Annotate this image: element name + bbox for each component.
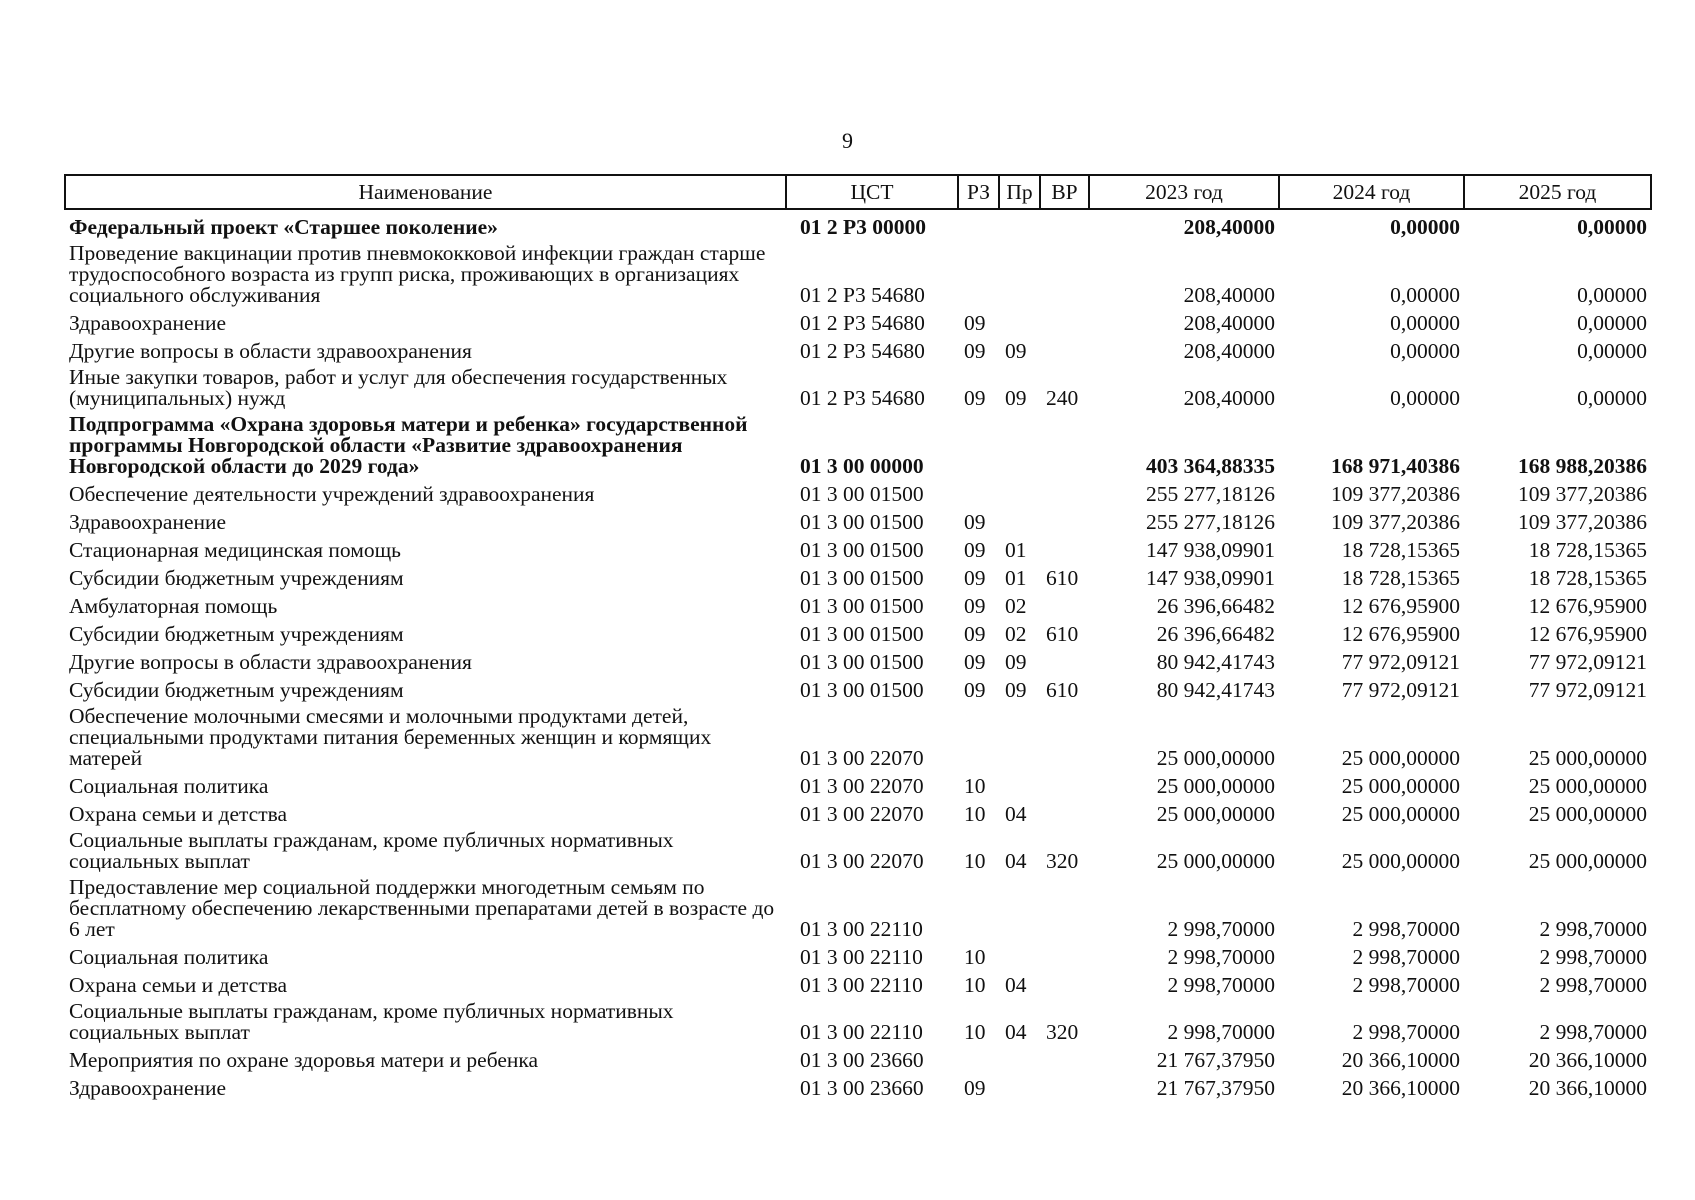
cell-cst: 01 3 00 22070 — [800, 849, 924, 873]
cell-cst: 01 3 00 23660 — [800, 1048, 924, 1072]
cell-2024: 18 728,15365 — [1341, 538, 1460, 562]
cell-cst: 01 3 00 01500 — [800, 482, 924, 506]
cell-2023: 2 998,70000 — [1167, 973, 1275, 997]
cell-name: Социальные выплаты гражданам, кроме публичных нормативных социальных выплат — [69, 828, 674, 873]
header-2024: 2024 год — [1279, 175, 1464, 209]
cell-2025: 2 998,70000 — [1539, 973, 1647, 997]
table-row — [65, 589, 1651, 617]
cell-2024: 0,00000 — [1390, 283, 1460, 307]
cell-vr: 610 — [1046, 622, 1079, 646]
cell-name: Субсидии бюджетным учреждениям — [69, 566, 404, 590]
cell-2025: 109 377,20386 — [1518, 482, 1647, 506]
header-row — [65, 175, 1651, 209]
table-row — [65, 334, 1651, 362]
cell-cst: 01 3 00 01500 — [800, 678, 924, 702]
cell-vr — [1040, 968, 1089, 996]
cell-cst: 01 3 00 01500 — [800, 622, 924, 646]
table-row — [65, 209, 1651, 238]
cell-rz: 10 — [964, 774, 986, 798]
cell-2024: 168 971,40386 — [1331, 454, 1460, 478]
cell-vr — [1040, 940, 1089, 968]
cell-cst: 01 3 00 22110 — [800, 945, 923, 969]
cell-rz — [958, 1043, 999, 1071]
cell-pr: 09 — [1005, 650, 1027, 674]
cell-2025: 0,00000 — [1577, 283, 1647, 307]
cell-2023: 25 000,00000 — [1156, 746, 1275, 770]
cell-vr — [1040, 589, 1089, 617]
cell-2024: 18 728,15365 — [1341, 566, 1460, 590]
table-row — [65, 362, 1651, 409]
cell-2023: 403 364,88335 — [1146, 454, 1275, 478]
table-row — [65, 505, 1651, 533]
cell-pr — [999, 477, 1040, 505]
cell-vr — [1040, 1071, 1089, 1099]
cell-2024: 2 998,70000 — [1352, 1020, 1460, 1044]
cell-name: Другие вопросы в области здравоохранения — [69, 650, 472, 674]
cell-pr — [999, 701, 1040, 769]
cell-pr — [999, 940, 1040, 968]
cell-rz — [958, 872, 999, 940]
table-row — [65, 645, 1651, 673]
cell-2023: 208,40000 — [1183, 215, 1275, 239]
cell-2023: 2 998,70000 — [1167, 945, 1275, 969]
cell-cst: 01 3 00 22070 — [800, 774, 924, 798]
cell-pr — [999, 238, 1040, 306]
cell-vr — [1040, 505, 1089, 533]
cell-vr: 610 — [1046, 678, 1079, 702]
cell-cst: 01 3 00 01500 — [800, 510, 924, 534]
cell-rz — [958, 209, 999, 238]
cell-name: Субсидии бюджетным учреждениям — [69, 622, 404, 646]
cell-name: Иные закупки товаров, работ и услуг для обеспечения государственных (муниципальных) нужд — [69, 365, 728, 410]
cell-rz: 10 — [964, 1020, 986, 1044]
cell-cst: 01 3 00 01500 — [800, 650, 924, 674]
table-row — [65, 1043, 1651, 1071]
cell-name: Стационарная медицинская помощь — [69, 538, 401, 562]
cell-2023: 208,40000 — [1183, 386, 1275, 410]
cell-name: Социальные выплаты гражданам, кроме публичных нормативных социальных выплат — [69, 999, 674, 1044]
cell-2025: 2 998,70000 — [1539, 945, 1647, 969]
cell-rz: 09 — [964, 311, 986, 335]
table-row — [65, 996, 1651, 1043]
cell-cst: 01 3 00 23660 — [800, 1076, 924, 1100]
cell-vr — [1040, 533, 1089, 561]
cell-rz: 10 — [964, 849, 986, 873]
cell-2025: 20 366,10000 — [1528, 1048, 1647, 1072]
header-vr: ВР — [1040, 175, 1089, 209]
cell-2025: 0,00000 — [1577, 311, 1647, 335]
cell-2024: 25 000,00000 — [1341, 746, 1460, 770]
cell-rz: 09 — [964, 510, 986, 534]
table-row — [65, 940, 1651, 968]
table-row — [65, 477, 1651, 505]
cell-2023: 80 942,41743 — [1156, 678, 1275, 702]
cell-name: Здравоохранение — [69, 510, 227, 534]
cell-pr: 04 — [1005, 973, 1027, 997]
cell-rz: 09 — [964, 622, 986, 646]
budget-table — [64, 174, 1652, 1099]
cell-vr: 240 — [1046, 386, 1079, 410]
cell-pr: 09 — [1005, 339, 1027, 363]
cell-2025: 77 972,09121 — [1528, 650, 1647, 674]
cell-cst: 01 3 00 22070 — [800, 802, 924, 826]
table-row — [65, 409, 1651, 477]
cell-2025: 0,00000 — [1577, 339, 1647, 363]
table-row — [65, 533, 1651, 561]
cell-cst: 01 3 00 22110 — [800, 917, 923, 941]
cell-2023: 2 998,70000 — [1167, 1020, 1275, 1044]
cell-name: Здравоохранение — [69, 311, 227, 335]
cell-name: Социальная политика — [69, 774, 269, 798]
cell-rz: 09 — [964, 1076, 986, 1100]
table-row — [65, 238, 1651, 306]
cell-2024: 2 998,70000 — [1352, 973, 1460, 997]
cell-cst: 01 3 00 22110 — [800, 973, 923, 997]
cell-vr — [1040, 238, 1089, 306]
header-2023: 2023 год — [1089, 175, 1279, 209]
cell-vr — [1040, 306, 1089, 334]
cell-cst: 01 2 Р3 00000 — [800, 215, 927, 239]
cell-2025: 0,00000 — [1577, 215, 1647, 239]
cell-2023: 25 000,00000 — [1156, 802, 1275, 826]
table-row — [65, 797, 1651, 825]
cell-2023: 26 396,66482 — [1156, 622, 1275, 646]
cell-2025: 0,00000 — [1577, 386, 1647, 410]
cell-cst: 01 3 00 00000 — [800, 454, 924, 478]
cell-2023: 208,40000 — [1183, 283, 1275, 307]
header-cst: ЦСТ — [786, 175, 958, 209]
cell-name: Здравоохранение — [69, 1076, 227, 1100]
cell-name: Амбулаторная помощь — [69, 594, 278, 618]
cell-pr — [999, 1043, 1040, 1071]
table-body — [65, 209, 1651, 1099]
page-number: 9 — [842, 128, 853, 153]
cell-name: Социальная политика — [69, 945, 269, 969]
cell-2024: 25 000,00000 — [1341, 774, 1460, 798]
cell-rz: 09 — [964, 594, 986, 618]
cell-2024: 25 000,00000 — [1341, 802, 1460, 826]
cell-pr: 09 — [1005, 678, 1027, 702]
cell-2024: 77 972,09121 — [1341, 678, 1460, 702]
cell-2025: 109 377,20386 — [1518, 510, 1647, 534]
cell-rz: 09 — [964, 339, 986, 363]
cell-vr — [1040, 701, 1089, 769]
cell-rz: 10 — [964, 802, 986, 826]
cell-2025: 25 000,00000 — [1528, 746, 1647, 770]
cell-2025: 18 728,15365 — [1528, 566, 1647, 590]
cell-2025: 18 728,15365 — [1528, 538, 1647, 562]
cell-name: Охрана семьи и детства — [69, 802, 288, 826]
cell-rz — [958, 238, 999, 306]
table-row — [65, 1071, 1651, 1099]
table-row — [65, 701, 1651, 769]
cell-2024: 2 998,70000 — [1352, 945, 1460, 969]
cell-2023: 25 000,00000 — [1156, 774, 1275, 798]
cell-rz: 09 — [964, 566, 986, 590]
cell-name: Обеспечение молочными смесями и молочными продуктами детей, специальными продуктами питания беременных женщин и кормящих матерей — [69, 704, 712, 770]
cell-vr — [1040, 769, 1089, 797]
cell-pr: 04 — [1005, 849, 1027, 873]
cell-name: Федеральный проект «Старшее поколение» — [69, 215, 498, 239]
header-name: Наименование — [65, 175, 786, 209]
cell-rz: 09 — [964, 650, 986, 674]
cell-2024: 109 377,20386 — [1331, 482, 1460, 506]
cell-cst: 01 3 00 01500 — [800, 538, 924, 562]
cell-2024: 25 000,00000 — [1341, 849, 1460, 873]
cell-2023: 147 938,09901 — [1146, 566, 1275, 590]
cell-cst: 01 3 00 01500 — [800, 594, 924, 618]
table-header — [65, 175, 1651, 209]
cell-2023: 208,40000 — [1183, 339, 1275, 363]
cell-vr — [1040, 872, 1089, 940]
cell-2023: 2 998,70000 — [1167, 917, 1275, 941]
cell-2025: 2 998,70000 — [1539, 917, 1647, 941]
cell-vr — [1040, 477, 1089, 505]
cell-vr: 320 — [1046, 1020, 1079, 1044]
table-row — [65, 673, 1651, 701]
cell-pr: 02 — [1005, 594, 1027, 618]
cell-rz: 09 — [964, 678, 986, 702]
cell-vr — [1040, 209, 1089, 238]
cell-cst: 01 2 Р3 54680 — [800, 386, 925, 410]
cell-cst: 01 3 00 01500 — [800, 566, 924, 590]
cell-2024: 2 998,70000 — [1352, 917, 1460, 941]
cell-pr — [999, 306, 1040, 334]
cell-rz — [958, 477, 999, 505]
cell-pr — [999, 1071, 1040, 1099]
cell-2023: 26 396,66482 — [1156, 594, 1275, 618]
cell-cst: 01 2 Р3 54680 — [800, 339, 925, 363]
cell-name: Мероприятия по охране здоровья матери и ребенка — [69, 1048, 539, 1072]
cell-name: Обеспечение деятельности учреждений здравоохранения — [69, 482, 595, 506]
cell-vr — [1040, 797, 1089, 825]
cell-2024: 20 366,10000 — [1341, 1076, 1460, 1100]
cell-pr — [999, 209, 1040, 238]
cell-2025: 77 972,09121 — [1528, 678, 1647, 702]
cell-pr — [999, 872, 1040, 940]
cell-2024: 0,00000 — [1390, 311, 1460, 335]
cell-2025: 20 366,10000 — [1528, 1076, 1647, 1100]
table-row — [65, 306, 1651, 334]
table-row — [65, 617, 1651, 645]
cell-2024: 0,00000 — [1390, 215, 1460, 239]
table-row — [65, 872, 1651, 940]
cell-name: Подпрограмма «Охрана здоровья матери и ребенка» государственной программы Новгородской области «Развитие здравоохранения Новгородской области до 2029 года» — [69, 412, 748, 478]
cell-2025: 12 676,95900 — [1528, 622, 1647, 646]
header-pr: Пр — [999, 175, 1040, 209]
cell-2023: 208,40000 — [1183, 311, 1275, 335]
cell-pr — [999, 505, 1040, 533]
cell-name: Субсидии бюджетным учреждениям — [69, 678, 404, 702]
cell-pr: 09 — [1005, 386, 1027, 410]
cell-vr — [1040, 334, 1089, 362]
cell-2025: 25 000,00000 — [1528, 802, 1647, 826]
cell-cst: 01 2 Р3 54680 — [800, 311, 925, 335]
cell-2023: 80 942,41743 — [1156, 650, 1275, 674]
cell-name: Предоставление мер социальной поддержки многодетным семьям по бесплатному обеспечению лекарственными препаратами детей в возрасте до 6 лет — [69, 875, 775, 941]
header-2025: 2025 год — [1464, 175, 1651, 209]
cell-vr: 610 — [1046, 566, 1079, 590]
table-row — [65, 825, 1651, 872]
cell-2024: 12 676,95900 — [1341, 594, 1460, 618]
cell-cst: 01 2 Р3 54680 — [800, 283, 925, 307]
cell-2025: 12 676,95900 — [1528, 594, 1647, 618]
header-rz: РЗ — [958, 175, 999, 209]
cell-vr: 320 — [1046, 849, 1079, 873]
cell-pr: 01 — [1005, 538, 1027, 562]
cell-2024: 109 377,20386 — [1331, 510, 1460, 534]
cell-2024: 0,00000 — [1390, 386, 1460, 410]
cell-rz: 09 — [964, 538, 986, 562]
cell-rz: 10 — [964, 973, 986, 997]
cell-pr — [999, 769, 1040, 797]
cell-name: Охрана семьи и детства — [69, 973, 288, 997]
cell-2023: 21 767,37950 — [1156, 1076, 1275, 1100]
table-row — [65, 769, 1651, 797]
cell-name: Проведение вакцинации против пневмококковой инфекции граждан старше трудоспособного возраста из групп риска, проживающих в организациях социального обслуживания — [69, 241, 766, 307]
cell-rz — [958, 409, 999, 477]
table-row — [65, 561, 1651, 589]
cell-2023: 25 000,00000 — [1156, 849, 1275, 873]
table-row — [65, 968, 1651, 996]
cell-rz — [958, 701, 999, 769]
cell-2024: 20 366,10000 — [1341, 1048, 1460, 1072]
cell-rz: 09 — [964, 386, 986, 410]
cell-2023: 255 277,18126 — [1146, 510, 1275, 534]
cell-rz: 10 — [964, 945, 986, 969]
cell-2025: 25 000,00000 — [1528, 849, 1647, 873]
cell-2025: 2 998,70000 — [1539, 1020, 1647, 1044]
cell-2024: 77 972,09121 — [1341, 650, 1460, 674]
cell-2025: 25 000,00000 — [1528, 774, 1647, 798]
cell-2023: 21 767,37950 — [1156, 1048, 1275, 1072]
cell-vr — [1040, 409, 1089, 477]
cell-cst: 01 3 00 22110 — [800, 1020, 923, 1044]
cell-pr: 04 — [1005, 1020, 1027, 1044]
cell-pr — [999, 409, 1040, 477]
cell-pr: 04 — [1005, 802, 1027, 826]
cell-vr — [1040, 1043, 1089, 1071]
cell-pr: 01 — [1005, 566, 1027, 590]
cell-2024: 12 676,95900 — [1341, 622, 1460, 646]
cell-pr: 02 — [1005, 622, 1027, 646]
cell-cst: 01 3 00 22070 — [800, 746, 924, 770]
cell-2023: 147 938,09901 — [1146, 538, 1275, 562]
cell-2024: 0,00000 — [1390, 339, 1460, 363]
cell-2023: 255 277,18126 — [1146, 482, 1275, 506]
cell-vr — [1040, 645, 1089, 673]
cell-name: Другие вопросы в области здравоохранения — [69, 339, 472, 363]
cell-2025: 168 988,20386 — [1518, 454, 1647, 478]
